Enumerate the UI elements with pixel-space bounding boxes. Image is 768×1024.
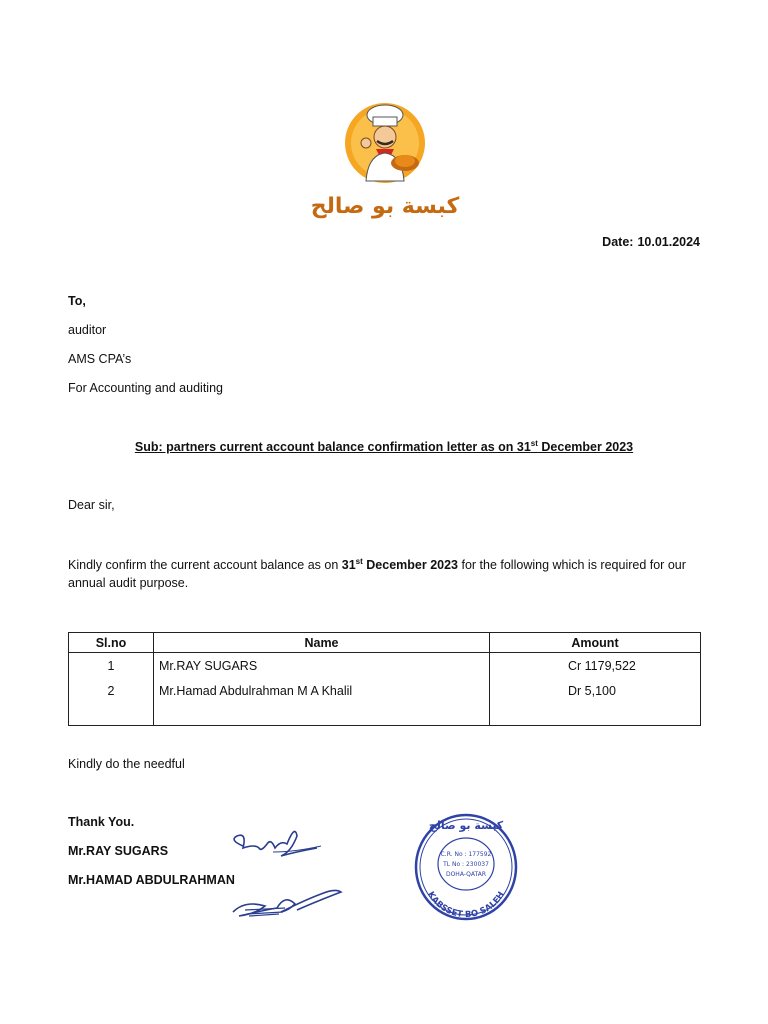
header-amount: Amount <box>490 633 701 653</box>
date-label: Date: <box>602 235 634 249</box>
header-name: Name <box>154 633 490 653</box>
recipient-line1: auditor <box>68 323 107 337</box>
logo-arabic-text: كبسة بو صالح <box>310 194 460 219</box>
body-date-rest: December 2023 <box>362 558 458 572</box>
subject-suffix: December 2023 <box>537 440 634 454</box>
signatory-2-name: Mr.HAMAD ABDULRAHMAN <box>68 873 235 887</box>
table-header-row <box>69 633 701 653</box>
cell-slno: 1 <box>69 653 154 679</box>
stamp-arabic: كبسة بو صالح <box>428 819 504 832</box>
cell-name: Mr.RAY SUGARS <box>154 653 490 679</box>
body-text-2: for the following which is required for our annual audit purpose. <box>68 558 686 590</box>
letter-subject <box>0 440 768 454</box>
body-date: 31 <box>341 558 356 572</box>
stamp-cr: C.R. No : 177592 <box>440 851 492 858</box>
table-row <box>69 653 701 679</box>
signature-2-icon <box>225 880 345 925</box>
company-logo <box>310 95 460 220</box>
stamp-name-path: KABSSET BO SALEH <box>425 890 507 921</box>
cell-slno: 2 <box>69 678 154 703</box>
body-date-sup: st <box>355 556 363 566</box>
cell-empty <box>154 703 490 726</box>
table-empty-row <box>69 703 701 726</box>
recipient-line2: AMS CPA’s <box>68 352 132 366</box>
date-value: 10.01.2024 <box>637 235 700 249</box>
company-stamp <box>413 812 519 922</box>
signature-1-icon <box>225 818 325 868</box>
recipient-to: To, <box>68 294 86 308</box>
balance-table <box>68 632 701 726</box>
letter-date <box>602 235 700 249</box>
header-slno: Sl.no <box>69 633 154 653</box>
subject-prefix: Sub: partners current account balance confirmation letter as on 31 <box>134 440 531 454</box>
salutation: Dear sir, <box>68 498 115 512</box>
stamp-name <box>425 890 507 920</box>
cell-empty <box>69 703 154 726</box>
closing-line: Kindly do the needful <box>68 757 185 771</box>
stamp-city: DOHA-QATAR <box>445 871 487 878</box>
cell-amount: Dr 5,100 <box>490 678 701 703</box>
cell-empty <box>490 703 701 726</box>
cell-amount: Cr 1179,522 <box>490 653 701 679</box>
signatory-1-name: Mr.RAY SUGARS <box>68 844 169 858</box>
subject-sup: st <box>530 438 538 448</box>
cell-name: Mr.Hamad Abdulrahman M A Khalil <box>154 678 490 703</box>
thank-you: Thank You. <box>68 815 135 829</box>
stamp-tl: TL No : 230037 <box>443 861 489 868</box>
table-row <box>69 678 701 703</box>
letter-body <box>68 556 708 592</box>
recipient-line3: For Accounting and auditing <box>68 381 223 395</box>
body-text-1: Kindly confirm the current account balance as on <box>68 558 342 572</box>
